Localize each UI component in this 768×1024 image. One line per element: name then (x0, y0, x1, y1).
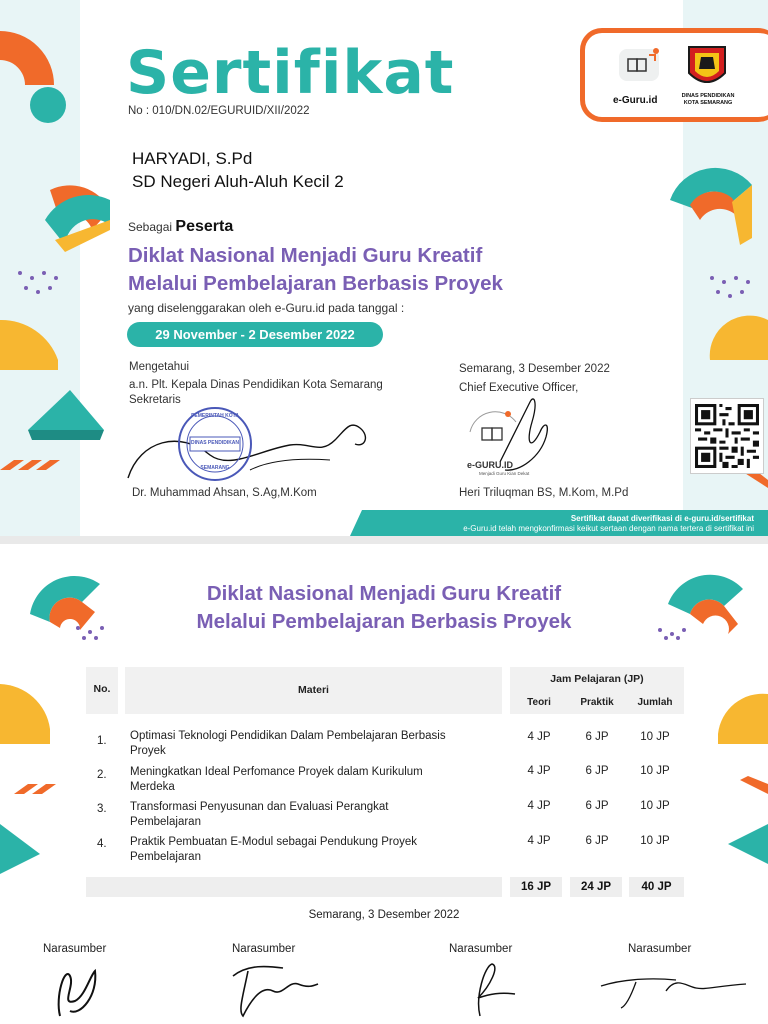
row-jumlah: 10 JP (640, 731, 670, 743)
recipient-name: HARYADI, S.Pd (132, 149, 253, 168)
stamp-top-text: PEMERINTAH KOTA (191, 413, 239, 419)
totals-spacer (86, 877, 502, 897)
row-materi-line1: Optimasi Teknologi Pendidikan Dalam Pembelajaran Berbasis (130, 730, 446, 742)
certificate-title: Sertifikat (126, 38, 455, 108)
total-praktik: 24 JP (570, 877, 622, 897)
transcript-course-line2: Melalui Pembelajaran Berbasis Proyek (196, 610, 572, 633)
speaker-label-1: Narasumber (43, 943, 107, 955)
row-jumlah: 10 JP (640, 835, 670, 847)
row-praktik: 6 JP (585, 835, 609, 847)
logo-box (580, 28, 768, 122)
row-materi-line1: Transformasi Penyusunan dan Evaluasi Perangkat (130, 801, 389, 813)
speaker-signature-1 (40, 956, 120, 1024)
role-line (128, 218, 233, 236)
left-sig-line3: Sekretaris (129, 394, 181, 406)
row-materi-line2: Proyek (130, 745, 166, 757)
header-praktik: Praktik (580, 697, 614, 708)
row-no: 3. (97, 803, 107, 815)
speaker-signature-4 (596, 956, 756, 1024)
row-materi-line2: Pembelajaran (130, 816, 201, 828)
left-signer-name: Dr. Muhammad Ahsan, S.Ag,M.Kom (132, 487, 317, 499)
qr-code-icon (695, 403, 759, 469)
transcript-place-date: Semarang, 3 Desember 2022 (308, 909, 460, 921)
left-sig-line1: Mengetahui (129, 361, 190, 373)
transcript-course-line1: Diklat Nasional Menjadi Guru Kreatif (206, 582, 562, 605)
row-praktik: 6 JP (585, 765, 609, 777)
eguru-seal-subtext: Menjadi Guru Kian Dekat (479, 471, 530, 476)
row-no: 4. (97, 838, 107, 850)
header-materi: Materi (125, 667, 502, 714)
left-sig-line2: a.n. Plt. Kepala Dinas Pendidikan Kota Semarang (129, 379, 383, 391)
right-signer-name: Heri Triluqman BS, M.Kom, M.Pd (459, 487, 629, 499)
row-praktik: 6 JP (585, 800, 609, 812)
row-teori: 4 JP (527, 731, 551, 743)
total-jumlah: 40 JP (629, 877, 684, 897)
row-materi (130, 765, 510, 795)
recipient-block (132, 147, 344, 193)
speaker-signature-2 (228, 956, 328, 1024)
row-praktik: 6 JP (585, 731, 609, 743)
dinas-logo-line2: KOTA SEMARANG (683, 100, 733, 106)
row-teori: 4 JP (527, 835, 551, 847)
speaker-label-3: Narasumber (449, 943, 513, 955)
row-teori: 4 JP (527, 765, 551, 777)
eguru-logo-text: e-Guru.id (613, 95, 658, 106)
recipient-school: SD Negeri Aluh-Aluh Kecil 2 (132, 172, 344, 191)
transcript-page (0, 544, 768, 1024)
role-label: Peserta (175, 218, 234, 235)
header-jp: Jam Pelajaran (JP) (550, 673, 644, 685)
stamp-bottom-text: SEMARANG (200, 465, 230, 471)
row-no: 2. (97, 769, 107, 781)
row-materi (130, 800, 510, 830)
stamp-middle-text: DINAS PENDIDIKAN (190, 440, 240, 446)
row-materi-line2: Merdeka (130, 781, 175, 793)
speaker-label-4: Narasumber (628, 943, 692, 955)
row-jumlah: 10 JP (640, 765, 670, 777)
course-title-line1: Diklat Nasional Menjadi Guru Kreatif (128, 244, 483, 267)
speaker-signature-3 (440, 956, 530, 1024)
certificate-number: No : 010/DN.02/EGURUID/XII/2022 (128, 105, 310, 117)
row-materi-line2: Pembelajaran (130, 851, 201, 863)
row-jumlah: 10 JP (640, 800, 670, 812)
header-no: No. (86, 667, 118, 714)
dinas-logo-line1: DINAS PENDIDIKAN (681, 93, 735, 99)
row-materi (130, 729, 510, 759)
row-no: 1. (97, 735, 107, 747)
course-title (128, 242, 503, 298)
header-jumlah: Jumlah (637, 697, 673, 708)
eguru-logo-icon (617, 45, 663, 85)
left-signature-image (120, 400, 390, 485)
footer-line1: Sertifikat dapat diverifikasi di e-guru.id/sertifikat (570, 514, 754, 523)
speaker-label-2: Narasumber (232, 943, 296, 955)
total-teori: 16 JP (510, 877, 562, 897)
row-materi (130, 835, 510, 865)
eguru-seal-text: e-GURU.ID (467, 460, 514, 470)
row-materi-line1: Meningkatkan Ideal Perfomance Proyek dalam Kurikulum (130, 766, 423, 778)
transcript-course-title (0, 580, 768, 636)
date-range-badge: 29 November - 2 Desember 2022 (127, 322, 383, 347)
right-sig-place-date: Semarang, 3 Desember 2022 (459, 363, 610, 375)
held-by-text: yang diselenggarakan oleh e-Guru.id pada tanggal : (128, 301, 405, 315)
course-title-line2: Melalui Pembelajaran Berbasis Proyek (128, 272, 503, 295)
page-divider (0, 536, 768, 544)
header-teori: Teori (527, 697, 551, 708)
row-materi-line1: Praktik Pembuatan E-Modul sebagai Pendukung Proyek (130, 836, 418, 848)
row-teori: 4 JP (527, 800, 551, 812)
semarang-crest-icon (685, 43, 729, 91)
right-sig-position: Chief Executive Officer, (459, 382, 579, 394)
verification-footer (362, 510, 768, 536)
footer-line2: e-Guru.id telah mengkonfirmasi keikut sertaan dengan nama tertera di sertifikat ini (463, 524, 754, 533)
left-decor-shapes (0, 30, 110, 500)
dinas-logo-text (681, 93, 735, 107)
header-jp-group (510, 667, 684, 714)
role-prefix: Sebagai (128, 220, 173, 234)
verification-qr-code[interactable] (690, 398, 764, 474)
